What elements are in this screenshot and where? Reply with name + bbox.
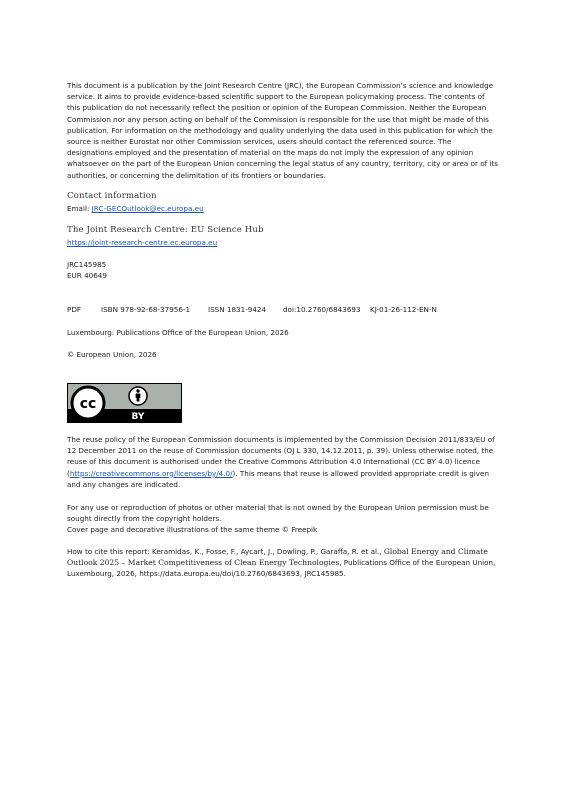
cc-text: cc: [79, 396, 97, 412]
citation-title: Global Energy and Climate Outlook 2025 – Market Competitiveness of Clean Energy Technologies: [67, 547, 488, 568]
contact-heading: Contact information: [67, 191, 157, 201]
email-label: Email:: [67, 204, 92, 213]
doi: doi:10.2760/6843693: [283, 305, 361, 314]
cc-badge-graphic: [68, 384, 181, 422]
pdf-format: PDF: [67, 305, 82, 314]
issn: ISSN 1831-9424: [208, 305, 267, 314]
reuse-text-before: The reuse policy of the European Commission documents is implemented by the Commission Decision 2011/833/EU of 12 December 2011 on the reuse of Commission documents (OJ L 330, 14.12.2011, p. 39). Unless otherwise noted, the reuse of this document is authorised under the Creative Commons Attribution 4.0 International (CC BY 4.0) licence (: [67, 435, 495, 478]
copyright-line: © European Union, 2026: [67, 350, 157, 359]
reuse-text-after: ). This means that reuse is allowed provided appropriate credit is given and any changes are indicated.: [67, 468, 490, 489]
hub-heading: The Joint Research Centre: EU Science Hub: [67, 225, 264, 235]
permission-text: For any use or reproduction of photos or other material that is not owned by the European Union permission must be sought directly from the copyright holders.: [67, 503, 489, 524]
publisher-line: Luxembourg: Publications Office of the European Union, 2026: [67, 328, 289, 337]
cc-by-license-badge: [67, 383, 182, 423]
disclaimer-paragraph: This document is a publication by the Joint Research Centre (JRC), the European Commission’s science and knowledge service. It aims to provide evidence-based scientific support to the European policymaking process. The contents of this publication do not necessarily reflect the position or opinion of the European Commission. Neither the European Commission nor any person acting on behalf of the Commission is responsible for the use that might be made of this publication. For information on the methodology and quality underlying the data used in this publication for which the source is neither Eurostat nor other Commission services, users should contact the referenced source. The designations employed and the presentation of material on the maps do not imply the expression of any opinion whatsoever on the part of the European Union concerning the legal status of any country, territory, city or area or of its authorities, or concerning the delimitation of its frontiers or boundaries.: [67, 81, 498, 180]
citation-prefix: How to cite this report: Keramidas, K., Fosse, F., Aycart, J., Dowling, P., Garaffa, R. et al.,: [67, 547, 384, 556]
pdf-identifiers: [67, 304, 507, 315]
hub-link[interactable]: https://joint-research-centre.ec.europa.eu: [67, 238, 218, 247]
email-link[interactable]: JRC-GECOutlook@ec.europa.eu: [91, 204, 204, 213]
eur-number: EUR 40649: [67, 271, 107, 281]
citation-suffix: , Publications Office of the European Union, Luxembourg, 2026, https://data.europa.eu/doi/10.2760/6843693, JRC145985.: [67, 558, 496, 579]
hub-section: [67, 224, 499, 248]
report-ids: [67, 259, 499, 281]
citation-paragraph: [67, 546, 499, 580]
by-text: BY: [131, 412, 145, 422]
contact-section: [67, 190, 499, 214]
jrc-number: JRC145985: [67, 260, 107, 269]
cc-license-link[interactable]: https://creativecommons.org/licenses/by/4.0/: [69, 468, 233, 478]
permission-section: [67, 502, 499, 536]
cover-credit: Cover page and decorative illustrations of the same theme © Freepik: [67, 525, 318, 535]
contact-email-line: [67, 203, 499, 214]
isbn: ISBN 978-92-68-37956-1: [101, 305, 191, 314]
catalogue-number: KJ-01-26-112-EN-N: [370, 305, 437, 314]
reuse-policy-paragraph: [67, 434, 499, 490]
